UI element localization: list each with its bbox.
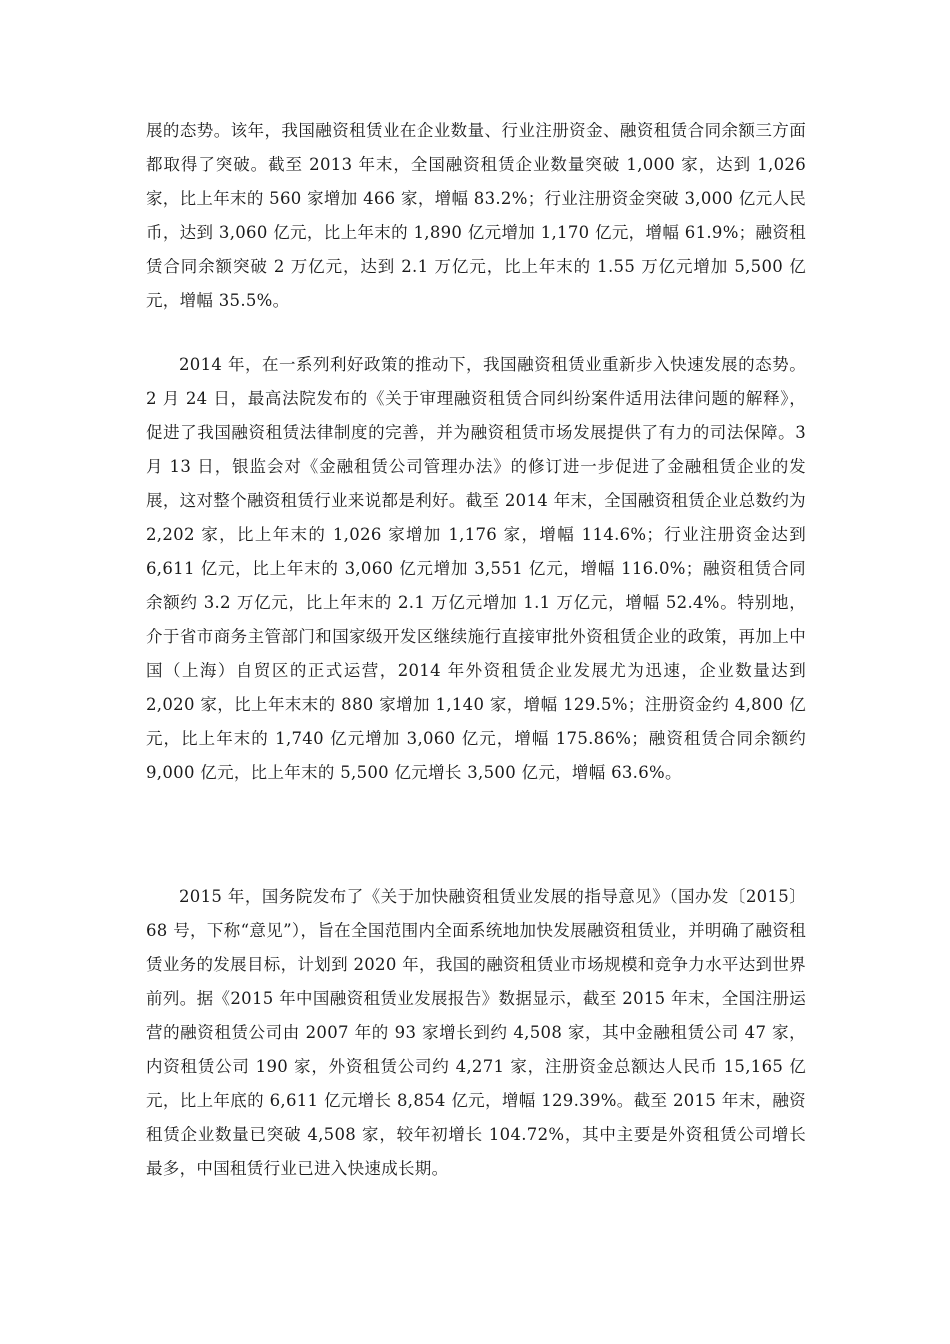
- paragraph-2013: [146, 114, 806, 318]
- paragraph-2014: [146, 348, 806, 790]
- paragraph-2015: [146, 880, 806, 1186]
- paragraph-text: 2014 年，在一系列利好政策的推动下，我国融资租赁业重新步入快速发展的态势。2 月 24 日，最高法院发布的《关于审理融资租赁合同纠纷案件适用法律问题的解释》，促进了我国融资租赁法律制度的完善，并为融资租赁市场发展提供了有力的司法保障。3 月 13 日，银监会对《金融租赁公司管理办法》的修订进一步促进了金融租赁企业的发展，这对整个融资租赁行业来说都是利好。截至 2014 年末，全国融资租赁企业总数约为 2,202 家，比上年末的 1,026 家增加 1,176 家，增幅 114.6%；行业注册资金达到 6,611 亿元，比上年末的 3,060 亿元增加 3,551 亿元，增幅 116.0%；融资租赁合同余额约 3.2 万亿元，比上年末的 2.1 万亿元增加 1.1 万亿元，增幅 52.4%。特别地，介于省市商务主管部门和国家级开发区继续施行直接审批外资租赁企业的政策，再加上中国（上海）自贸区的正式运营，2014 年外资租赁企业发展尤为迅速，企业数量达到 2,020 家，比上年末末的 880 家增加 1,140 家，增幅 129.5%；注册资金约 4,800 亿元，比上年末的 1,740 亿元增加 3,060 亿元，增幅 175.86%；融资租赁合同余额约 9,000 亿元，比上年末的 5,500 亿元增长 3,500 亿元，增幅 63.6%。: [146, 355, 806, 782]
- paragraph-text: 展的态势。该年，我国融资租赁业在企业数量、行业注册资金、融资租赁合同余额三方面都取得了突破。截至 2013 年末，全国融资租赁企业数量突破 1,000 家，达到 1,026 家，比上年末的 560 家增加 466 家，增幅 83.2%；行业注册资金突破 3,000 亿元人民币，达到 3,060 亿元，比上年末的 1,890 亿元增加 1,170 亿元，增幅 61.9%；融资租赁合同余额突破 2 万亿元，达到 2.1 万亿元，比上年末的 1.55 万亿元增加 5,500 亿元，增幅 35.5%。: [146, 121, 806, 310]
- paragraph-text: 2015 年，国务院发布了《关于加快融资租赁业发展的指导意见》（国办发〔2015〕68 号，下称“意见”），旨在全国范围内全面系统地加快发展融资租赁业，并明确了融资租赁业务的发展目标，计划到 2020 年，我国的融资租赁业市场规模和竞争力水平达到世界前列。据《2015 年中国融资租赁业发展报告》数据显示，截至 2015 年末，全国注册运营的融资租赁公司由 2007 年的 93 家增长到约 4,508 家，其中金融租赁公司 47 家，内资租赁公司 190 家，外资租赁公司约 4,271 家，注册资金总额达人民币 15,165 亿元，比上年底的 6,611 亿元增长 8,854 亿元，增幅 129.39%。截至 2015 年末，融资租赁企业数量已突破 4,508 家，较年初增长 104.72%，其中主要是外资租赁公司增长最多，中国租赁行业已进入快速成长期。: [146, 887, 806, 1178]
